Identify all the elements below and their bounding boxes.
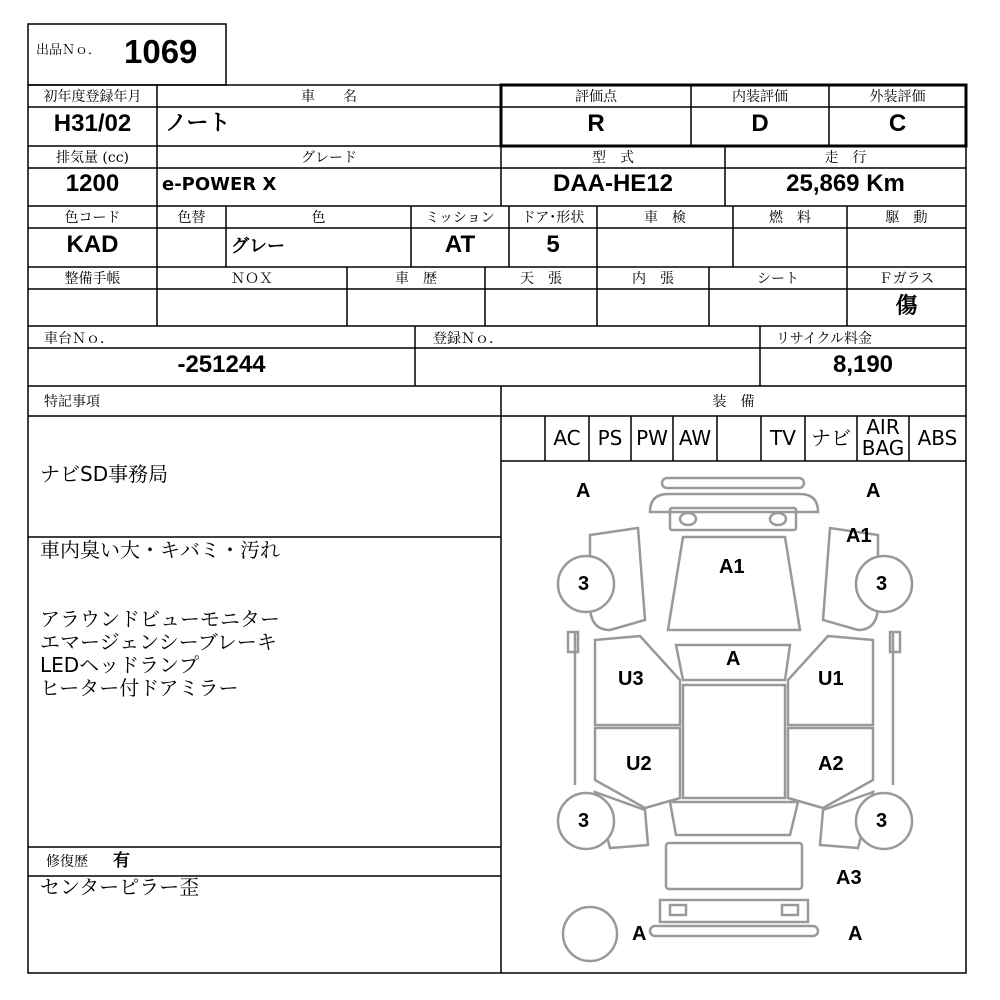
- first-reg-value: H31/02: [53, 110, 132, 137]
- damage-mark-rear-left-door: U2: [626, 753, 652, 775]
- equipment-item-pw: PW: [636, 426, 668, 450]
- notes-line-1: ナビSD事務局: [40, 462, 169, 486]
- damage-mark-front-left-door: U3: [618, 668, 644, 690]
- interior-value: D: [751, 110, 769, 137]
- doors-label: ドア･形状: [521, 210, 585, 226]
- drive-label: 駆 動: [885, 210, 928, 226]
- glass-value: 傷: [895, 293, 918, 319]
- exterior-value: C: [888, 110, 907, 137]
- equipment-item-ac: AC: [553, 426, 581, 450]
- lot-label: 出品Ｎｏ．: [36, 43, 102, 58]
- color-change-label: 色替: [177, 210, 206, 226]
- score-label: 評価点: [575, 89, 617, 105]
- damage-mark-front-left: A: [576, 480, 591, 502]
- damage-mark-front-right: A: [866, 480, 881, 502]
- equipment-item-airbag: AIR BAG: [861, 415, 905, 460]
- history-label: 車 歴: [395, 271, 437, 287]
- name-value: ノート: [165, 111, 231, 136]
- damage-mark-tire-rr: 3: [876, 810, 888, 832]
- repair-value: 有: [113, 851, 130, 871]
- damage-mark-hood: A1: [719, 556, 745, 578]
- damage-mark-tire-rl: 3: [578, 810, 590, 832]
- displacement-label: 排気量 (cc): [55, 150, 130, 166]
- color-code-value: KAD: [66, 231, 119, 258]
- notes-label: 特記事項: [44, 394, 100, 410]
- grade-label: グレード: [301, 150, 357, 166]
- displacement-value: 1200: [65, 170, 120, 197]
- damage-mark-rear-quarter: A3: [836, 867, 862, 889]
- damage-mark-rear-right: A: [848, 923, 863, 945]
- equipment-item-tv: TV: [770, 426, 796, 450]
- first-reg-label: 初年度登録年月: [43, 89, 142, 105]
- spare-tire: [563, 907, 617, 961]
- color-label: 色: [311, 210, 326, 226]
- doors-value: 5: [546, 231, 560, 258]
- mileage-value: 25,869 Km: [786, 170, 905, 197]
- repair-label: 修復歴: [46, 854, 88, 870]
- model-label: 型 式: [592, 150, 634, 166]
- registration-label: 登録Ｎｏ．: [433, 331, 503, 347]
- interior-trim-label: 内 張: [632, 271, 674, 287]
- damage-mark-front-right-door: U1: [818, 668, 844, 690]
- repair-note: センターピラー歪: [40, 875, 200, 899]
- grade-value: e-POWER X: [162, 174, 277, 195]
- glass-label: Ｆガラス: [878, 271, 935, 287]
- roof-label: 天 張: [520, 271, 562, 287]
- equipment-item-aw: AW: [678, 426, 712, 450]
- damage-mark-tire-fr: 3: [876, 573, 888, 595]
- recycle-value: 8,190: [832, 351, 894, 378]
- lot-number: 1069: [124, 33, 198, 70]
- exterior-label: 外装評価: [869, 89, 926, 105]
- damage-mark-tire-fl: 3: [578, 573, 590, 595]
- seat-label: シート: [757, 271, 799, 287]
- recycle-label: リサイクル料金: [776, 331, 873, 347]
- feature-4: ヒーター付ドアミラー: [40, 676, 239, 700]
- damage-mark-windshield: A: [726, 648, 741, 670]
- chassis-label: 車台Ｎｏ．: [44, 331, 114, 347]
- chassis-value: -251244: [177, 351, 266, 378]
- color-code-label: 色コード: [64, 210, 121, 226]
- damage-mark-right-fender: A1: [846, 525, 872, 547]
- color-value: グレー: [231, 236, 285, 257]
- notes-line-2: 車内臭い大・キバミ・汚れ: [40, 538, 280, 562]
- equipment-label: 装 備: [712, 394, 755, 410]
- damage-mark-rear-left: A: [632, 923, 647, 945]
- model-value: DAA-HE12: [552, 170, 674, 197]
- damage-mark-rear-right-door: A2: [818, 753, 844, 775]
- maintenance-label: 整備手帳: [64, 271, 121, 287]
- fuel-label: 燃 料: [769, 210, 811, 226]
- nox-label: ＮＯＸ: [231, 271, 273, 287]
- transmission-value: AT: [444, 231, 476, 258]
- equipment-item-ps: PS: [597, 426, 623, 450]
- inspection-label: 車 検: [644, 210, 686, 226]
- transmission-label: ミッション: [425, 210, 495, 226]
- name-label: 車 名: [301, 89, 357, 105]
- equipment-item-abs: ABS: [917, 426, 958, 450]
- feature-2: エマージェンシーブレーキ: [40, 630, 277, 654]
- interior-label: 内装評価: [732, 89, 788, 105]
- mileage-label: 走 行: [824, 150, 867, 166]
- feature-1: アラウンドビューモニター: [40, 607, 280, 631]
- feature-3: LEDヘッドランプ: [40, 653, 200, 677]
- equipment-item-navi: ナビ: [811, 426, 851, 450]
- score-value: R: [587, 110, 605, 137]
